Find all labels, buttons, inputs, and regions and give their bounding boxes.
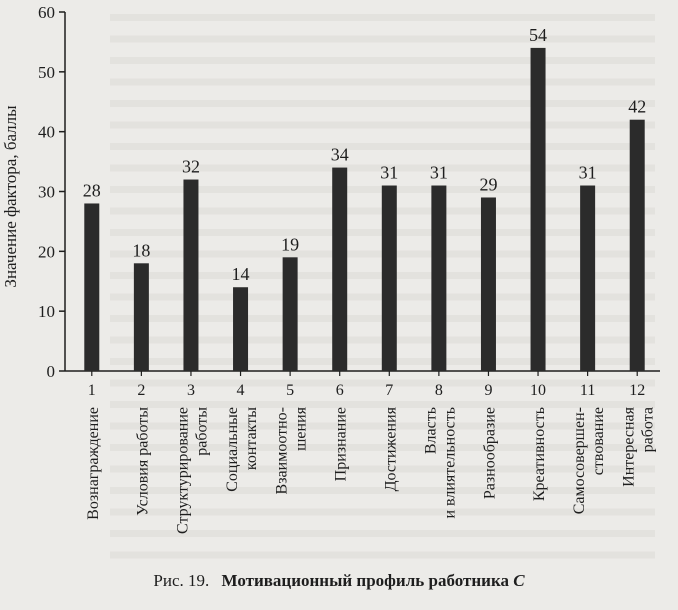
- figure-title: [222, 571, 525, 590]
- y-axis-title: Значение фактора, баллы: [1, 105, 20, 288]
- category-name: Условия работы: [134, 407, 152, 516]
- bar: [332, 168, 347, 371]
- category-name: работы: [193, 407, 211, 456]
- category-name: Креативность: [531, 407, 549, 502]
- figure-caption: [0, 571, 678, 591]
- category-name: Разнообразие: [481, 407, 499, 500]
- bar: [233, 287, 248, 371]
- category-number: 3: [186, 382, 195, 399]
- category-name: работа: [639, 407, 657, 453]
- y-tick-label: 50: [38, 62, 55, 82]
- category-number: 2: [137, 382, 146, 399]
- category-number: 7: [385, 382, 394, 399]
- chart-bars: [84, 48, 647, 371]
- bar-value-label: 18: [132, 240, 151, 261]
- category-number: 12: [629, 382, 646, 399]
- chart-labels: [1, 3, 657, 534]
- bar: [283, 257, 298, 371]
- category-number: 6: [335, 382, 344, 399]
- bar-value-label: 32: [181, 156, 200, 177]
- bar-value-label: 29: [479, 174, 498, 195]
- figure-title-prefix: Мотивационный профиль работника: [221, 571, 514, 590]
- category-name: Интересная: [620, 407, 638, 487]
- bar: [183, 180, 198, 371]
- y-tick-label: 30: [38, 182, 55, 202]
- category-number: 1: [87, 382, 96, 399]
- bar-value-label: 34: [330, 144, 349, 165]
- y-tick-label: 10: [38, 302, 55, 322]
- category-number: 5: [286, 382, 295, 399]
- category-number: 8: [434, 382, 443, 399]
- category-name: контакты: [243, 407, 261, 471]
- bar-value-label: 42: [628, 96, 647, 117]
- bar: [481, 197, 496, 371]
- y-tick-label: 60: [38, 3, 55, 22]
- category-name: Достижения: [382, 407, 400, 492]
- category-number: 9: [484, 382, 493, 399]
- bar-value-label: 19: [281, 234, 300, 255]
- bar-value-label: 31: [380, 162, 399, 183]
- category-name: Вознаграждение: [84, 407, 102, 520]
- category-number: 4: [236, 382, 245, 399]
- category-name: Признание: [332, 407, 350, 482]
- category-name: Взаимоотно-: [273, 407, 291, 495]
- y-tick-label: 20: [38, 242, 55, 262]
- category-number: 11: [579, 382, 596, 399]
- figure-title-letter: С: [513, 571, 525, 590]
- category-name: и влиятельность: [441, 407, 459, 519]
- bar: [431, 186, 446, 371]
- category-name: Самосовершен-: [571, 407, 589, 515]
- bar-value-label: 31: [578, 162, 597, 183]
- bar: [134, 263, 149, 371]
- bar: [382, 186, 397, 371]
- bar: [630, 120, 645, 371]
- figure-number: Рис. 19.: [153, 571, 210, 590]
- category-number: 10: [530, 382, 547, 399]
- category-name: Власть: [422, 407, 440, 455]
- bar-value-label: 31: [429, 162, 448, 183]
- bar: [84, 203, 99, 371]
- chart-axes: [59, 12, 660, 376]
- y-tick-label: 0: [46, 362, 55, 381]
- bar-value-label: 54: [529, 24, 548, 45]
- bar-value-label: 14: [231, 264, 250, 285]
- category-name: ствование: [590, 407, 608, 476]
- y-tick-label: 40: [38, 122, 55, 142]
- category-name: Структурирование: [174, 407, 192, 535]
- category-name: Социальные: [224, 407, 242, 492]
- bar-value-label: 28: [82, 180, 101, 201]
- bar: [531, 48, 546, 371]
- bar: [580, 186, 595, 371]
- category-name: шения: [292, 407, 310, 451]
